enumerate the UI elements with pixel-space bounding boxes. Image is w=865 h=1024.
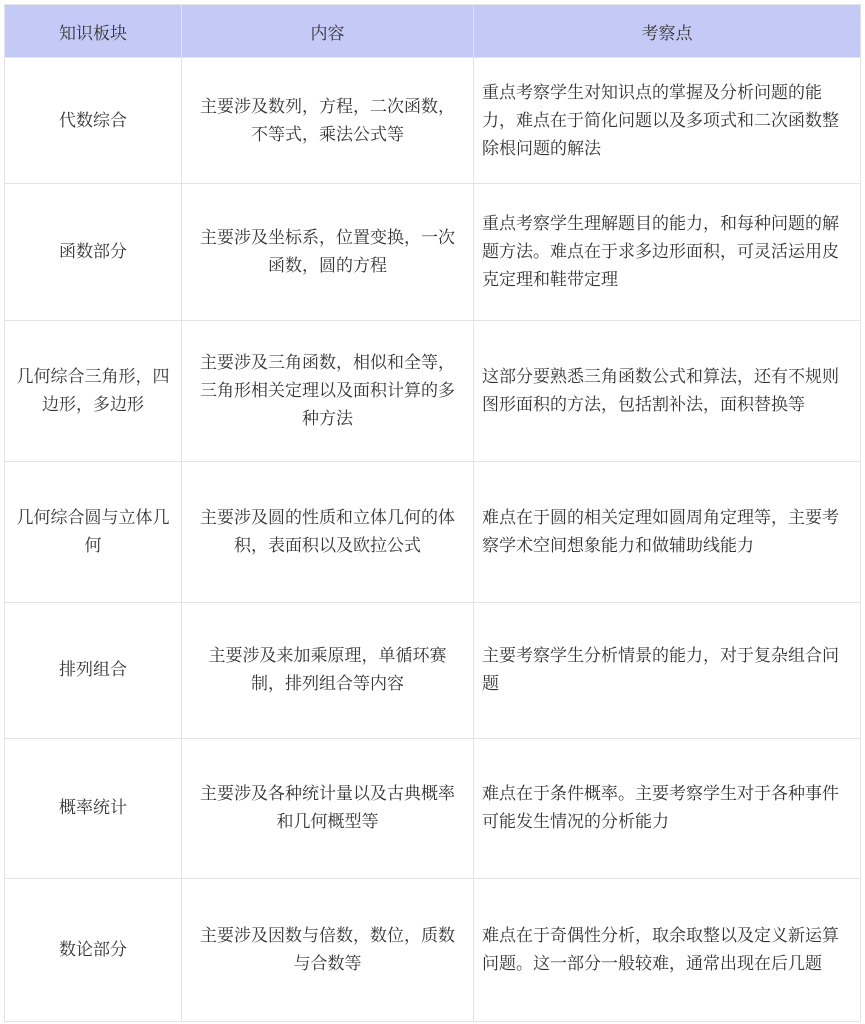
row-content: 主要涉及圆的性质和立体几何的体积，表面积以及欧拉公式 — [182, 462, 474, 602]
row-exam-points: 难点在于奇偶性分析，取余取整以及定义新运算问题。这一部分一般较难，通常出现在后几题 — [474, 878, 861, 1021]
table-row — [5, 738, 861, 878]
row-section-name: 数论部分 — [5, 878, 182, 1021]
header-knowledge-section: 知识板块 — [5, 5, 182, 58]
table-row — [5, 58, 861, 184]
table-row — [5, 462, 861, 602]
row-section-name: 概率统计 — [5, 738, 182, 878]
table-row — [5, 878, 861, 1021]
knowledge-table — [4, 4, 861, 1022]
row-content: 主要涉及坐标系，位置变换，一次函数，圆的方程 — [182, 184, 474, 321]
row-exam-points: 主要考察学生分析情景的能力，对于复杂组合问题 — [474, 602, 861, 738]
table-header-row — [5, 5, 861, 58]
row-content: 主要涉及因数与倍数，数位，质数与合数等 — [182, 878, 474, 1021]
row-content: 主要涉及三角函数，相似和全等，三角形相关定理以及面积计算的多种方法 — [182, 321, 474, 462]
table-row — [5, 184, 861, 321]
table-row — [5, 602, 861, 738]
row-section-name: 函数部分 — [5, 184, 182, 321]
table-row — [5, 321, 861, 462]
knowledge-table-container — [4, 4, 860, 1022]
row-exam-points: 重点考察学生理解题目的能力，和每种问题的解题方法。难点在于求多边形面积，可灵活运用皮克定理和鞋带定理 — [474, 184, 861, 321]
row-exam-points: 重点考察学生对知识点的掌握及分析问题的能力，难点在于简化问题以及多项式和二次函数整除根问题的解法 — [474, 58, 861, 184]
header-exam-points: 考察点 — [474, 5, 861, 58]
row-exam-points: 难点在于条件概率。主要考察学生对于各种事件可能发生情况的分析能力 — [474, 738, 861, 878]
header-content: 内容 — [182, 5, 474, 58]
row-section-name: 代数综合 — [5, 58, 182, 184]
row-section-name: 几何综合三角形，四边形，多边形 — [5, 321, 182, 462]
row-section-name: 排列组合 — [5, 602, 182, 738]
row-exam-points: 这部分要熟悉三角函数公式和算法，还有不规则图形面积的方法，包括割补法，面积替换等 — [474, 321, 861, 462]
row-content: 主要涉及数列，方程，二次函数，不等式，乘法公式等 — [182, 58, 474, 184]
row-content: 主要涉及来加乘原理，单循环赛制，排列组合等内容 — [182, 602, 474, 738]
row-content: 主要涉及各种统计量以及古典概率和几何概型等 — [182, 738, 474, 878]
row-exam-points: 难点在于圆的相关定理如圆周角定理等，主要考察学术空间想象能力和做辅助线能力 — [474, 462, 861, 602]
row-section-name: 几何综合圆与立体几何 — [5, 462, 182, 602]
